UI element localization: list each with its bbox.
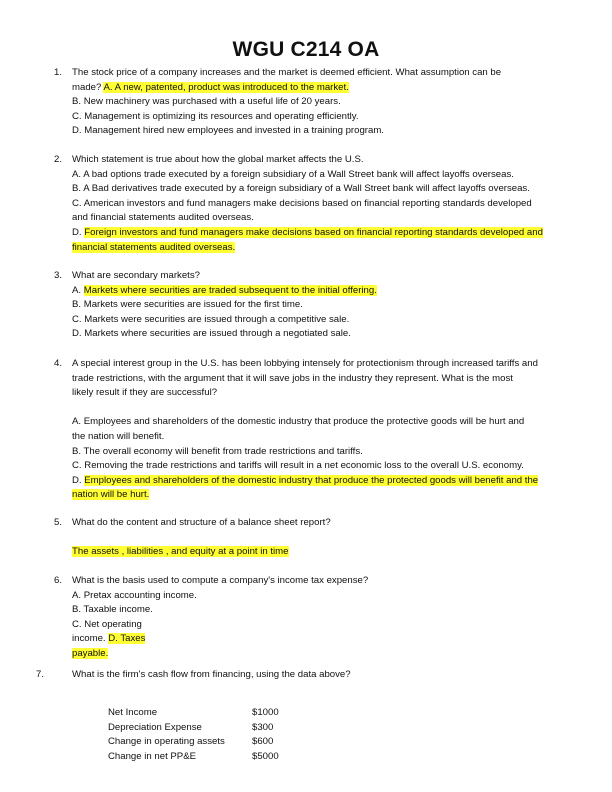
answer-option: A. Pretax accounting income. (72, 589, 197, 601)
answer-option: B. Markets were securities are issued for the first time. (72, 299, 303, 311)
correct-answer: Markets where securities are traded subsequent to the initial offering. (83, 284, 377, 296)
correct-answer: Employees and shareholders of the domestic industry that produce the protected goods will benefit and the (84, 474, 539, 486)
correct-answer: Foreign investors and fund managers make decisions based on financial reporting standards developed and (84, 226, 543, 238)
table-label: Change in operating assets (108, 736, 225, 748)
page-title: WGU C214 OA (232, 38, 380, 61)
question-stem: A special interest group in the U.S. has been lobbying intensely for protectionism through increased tariffs and (72, 358, 538, 369)
answer-option: D. Management hired new employees and invested in a training program. (72, 125, 384, 137)
answer-option: C. Net operating (72, 618, 142, 630)
question-stem: What do the content and structure of a balance sheet report? (72, 517, 331, 528)
question-stem: likely result if they are successful? (72, 387, 218, 399)
answer-option: A. A bad options trade executed by a foreign subsidiary of a Wall Street bank will affect layoffs overseas. (72, 168, 514, 180)
correct-answer: The assets , liabilities , and equity at a point in time (72, 546, 289, 558)
answer-option-continued: income. (72, 633, 106, 645)
question-stem: What is the basis used to compute a company's income tax expense? (72, 575, 369, 586)
question-number: 3. (54, 270, 63, 281)
question-number: 7. (36, 669, 45, 680)
table-row (108, 735, 312, 750)
table-value: $300 (252, 721, 274, 733)
table-value: $5000 (252, 750, 279, 762)
answer-option: C. Markets were securities are issued through a competitive sale. (72, 313, 350, 325)
answer-option: C. Removing the trade restrictions and tariffs will result in a net economic loss to the overall U.S. economy. (72, 460, 524, 472)
answer-option: A. Employees and shareholders of the domestic industry that produce the protective goods will be hurt and (72, 416, 525, 428)
answer-option: B. Taxable income. (72, 604, 153, 616)
answer-option-continued: and financial statements audited overseas. (72, 212, 254, 224)
correct-answer: D. Taxes (108, 633, 146, 645)
question-number: 5. (54, 517, 63, 528)
question-stem: Which statement is true about how the global market affects the U.S. (72, 154, 364, 165)
table-row (108, 706, 312, 721)
table-value: $1000 (252, 707, 279, 718)
table-row (108, 721, 312, 736)
financial-data-table (108, 706, 312, 764)
table-value: $600 (252, 736, 274, 748)
answer-option-letter: D. (72, 474, 82, 486)
answer-option: B. The overall economy will benefit from trade restrictions and tariffs. (72, 445, 363, 457)
table-label: Change in net PP&E (108, 750, 197, 762)
table-row (108, 750, 312, 765)
question-number: 2. (54, 154, 63, 165)
answer-option: B. A Bad derivatives trade executed by a foreign subsidiary of a Wall Street bank will affect layoffs overseas. (72, 183, 530, 195)
question-number: 1. (54, 67, 63, 78)
answer-option: C. American investors and fund managers make decisions based on financial reporting standards developed (72, 197, 532, 209)
question-stem: trade restrictions, with the argument that it will save jobs in the industry they represent. What is the most (72, 372, 513, 384)
table-label: Depreciation Expense (108, 721, 202, 733)
answer-option-letter: D. (72, 226, 82, 238)
answer-option-letter: A. (72, 284, 82, 296)
answer-option: D. Markets where securities are issued through a negotiated sale. (72, 328, 351, 340)
question-stem: What are secondary markets? (72, 270, 200, 281)
answer-option: B. New machinery was purchased with a useful life of 20 years. (72, 96, 341, 108)
question-stem-end: made? (72, 81, 102, 93)
answer-option: C. Management is optimizing its resources and operating efficiently. (72, 110, 359, 122)
question-number: 4. (54, 358, 63, 369)
answer-option-continued: the nation will benefit. (72, 430, 165, 442)
question-number: 6. (54, 575, 63, 586)
correct-answer-continued: nation will be hurt. (72, 489, 150, 501)
correct-answer-continued: financial statements audited overseas. (72, 241, 236, 253)
correct-answer-continued: payable. (72, 647, 109, 659)
table-label: Net Income (108, 707, 158, 718)
question-stem: What is the firm's cash flow from financing, using the data above? (72, 669, 351, 680)
correct-answer: A. A new, patented, product was introduced to the market. (103, 81, 349, 93)
question-stem: The stock price of a company increases and the market is deemed efficient. What assumption can be (72, 67, 502, 78)
